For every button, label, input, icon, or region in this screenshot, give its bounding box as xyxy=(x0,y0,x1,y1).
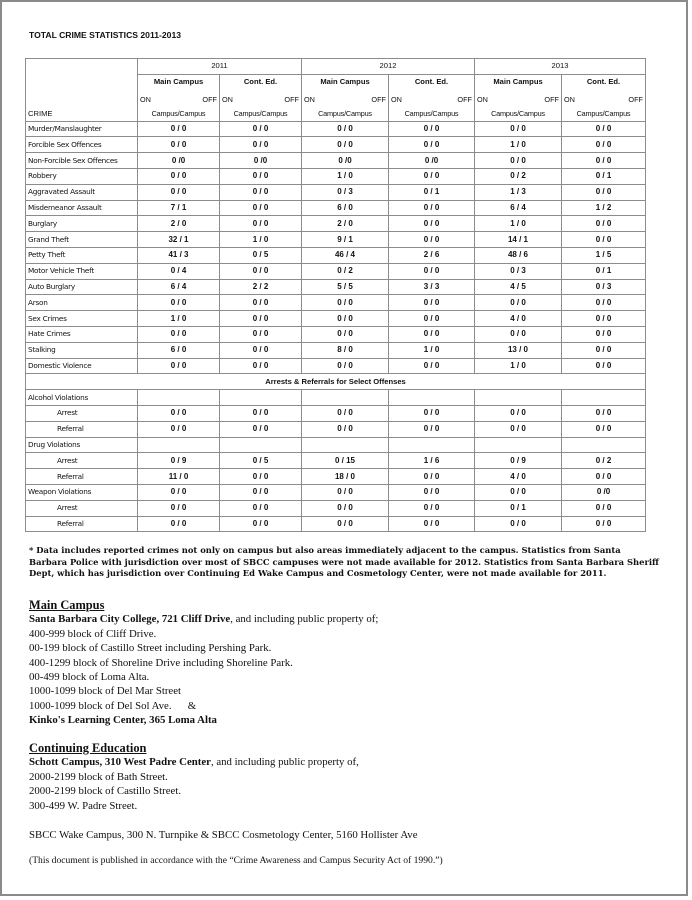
value-cell: 0 / 0 xyxy=(389,484,475,500)
value-cell: 0 / 0 xyxy=(562,153,646,169)
wake-campus-line: SBCC Wake Campus, 300 N. Turnpike & SBCC Cosmetology Center, 5160 Hollister Ave xyxy=(29,829,418,841)
on-label: ON xyxy=(304,94,315,104)
on-label: ON xyxy=(222,94,233,104)
value-cell: 0 / 0 xyxy=(562,405,646,421)
value-cell: 0 / 5 xyxy=(220,247,302,263)
value-cell: 0 / 0 xyxy=(220,516,302,532)
value-cell: 41 / 3 xyxy=(138,247,220,263)
crime-name-cell: Referral xyxy=(26,516,138,532)
value-cell: 0 / 0 xyxy=(138,295,220,311)
value-cell: 0 / 2 xyxy=(302,263,389,279)
value-cell: 0 / 0 xyxy=(475,516,562,532)
value-cell: 0 / 0 xyxy=(562,311,646,327)
crime-name-cell: Burglary xyxy=(26,216,138,232)
continuing-ed-property-list xyxy=(29,770,669,813)
crime-name-cell: Hate Crimes xyxy=(26,326,138,342)
value-cell: 0 / 0 xyxy=(562,216,646,232)
crime-name-cell: Arrest xyxy=(26,453,138,469)
value-cell: 46 / 4 xyxy=(302,247,389,263)
value-cell: 0 / 0 xyxy=(220,137,302,153)
on-off-header-cell xyxy=(220,90,302,122)
main-campus-header-2011: Main Campus xyxy=(138,74,220,89)
value-cell: 0 / 0 xyxy=(220,184,302,200)
on-off-header-cell xyxy=(138,90,220,122)
value-cell: 1 / 0 xyxy=(302,168,389,184)
value-cell: 0 / 0 xyxy=(562,342,646,358)
value-cell: 0 / 2 xyxy=(475,168,562,184)
value-cell: 0 /0 xyxy=(220,153,302,169)
off-label: OFF xyxy=(371,94,386,104)
value-cell: 0 / 0 xyxy=(302,405,389,421)
crime-row xyxy=(26,295,646,311)
value-cell: 0 / 0 xyxy=(220,121,302,137)
campus-campus-label: Campus/Campus xyxy=(491,108,545,118)
value-cell: 0 /0 xyxy=(389,153,475,169)
value-cell: 0 / 0 xyxy=(220,295,302,311)
value-cell: 0 / 0 xyxy=(138,168,220,184)
value-cell: 6 / 4 xyxy=(475,200,562,216)
header-blank-cell xyxy=(26,74,138,89)
value-cell: 0 / 3 xyxy=(475,263,562,279)
property-line: 1000-1099 block of Del Sol Ave. & xyxy=(29,699,197,712)
on-off-header-cell xyxy=(302,90,389,122)
crime-name-cell: Referral xyxy=(26,421,138,437)
on-label: ON xyxy=(564,94,575,104)
value-cell: 0 / 0 xyxy=(475,121,562,137)
property-line: 300-499 W. Padre Street. xyxy=(29,799,138,812)
value-cell: 0 / 5 xyxy=(220,453,302,469)
year-2012-header: 2012 xyxy=(302,59,475,75)
value-cell: 1 / 0 xyxy=(138,311,220,327)
value-cell: 2 / 0 xyxy=(302,216,389,232)
value-cell: 3 / 3 xyxy=(389,279,475,295)
value-cell: 0 / 0 xyxy=(220,358,302,374)
publication-notice: (This document is published in accordance with the “Crime Awareness and Campus Security Act of 1990.”) xyxy=(29,855,443,866)
value-cell: 0 / 0 xyxy=(138,516,220,532)
value-cell: 18 / 0 xyxy=(302,469,389,485)
property-line: 400-999 block of Cliff Drive. xyxy=(29,627,157,640)
value-cell: 0 / 0 xyxy=(302,358,389,374)
value-cell: 0 / 0 xyxy=(220,311,302,327)
value-cell: 1 / 0 xyxy=(475,358,562,374)
on-off-header-row xyxy=(26,90,646,122)
value-cell: 0 / 0 xyxy=(389,516,475,532)
main-campus-property-list xyxy=(29,627,669,713)
main-campus-address: Santa Barbara City College, 721 Cliff Drive xyxy=(29,613,231,626)
crime-row xyxy=(26,200,646,216)
arrest-subrow xyxy=(26,469,646,485)
value-cell: 0 / 9 xyxy=(475,453,562,469)
value-cell xyxy=(389,437,475,453)
crime-name-cell: Alcohol Violations xyxy=(26,390,138,406)
value-cell: 11 / 0 xyxy=(138,469,220,485)
kinkos-learning-center: Kinko's Learning Center, 365 Loma Alta xyxy=(29,714,217,727)
campus-campus-label: Campus/Campus xyxy=(576,108,631,118)
crime-name-cell: Arrest xyxy=(26,500,138,516)
main-campus-intro-rest: , and including public property of; xyxy=(230,613,379,626)
campus-campus-label: Campus/Campus xyxy=(233,108,288,118)
value-cell: 1 / 2 xyxy=(562,200,646,216)
on-off-header-cell xyxy=(389,90,475,122)
crime-name-cell: Arson xyxy=(26,295,138,311)
value-cell: 1 / 0 xyxy=(475,137,562,153)
value-cell: 0 / 4 xyxy=(138,263,220,279)
value-cell: 0 / 0 xyxy=(389,405,475,421)
crime-name-cell: Misdemeanor Assault xyxy=(26,200,138,216)
value-cell: 0 / 0 xyxy=(220,342,302,358)
crime-name-cell: Forcible Sex Offences xyxy=(26,137,138,153)
value-cell: 0 / 0 xyxy=(302,121,389,137)
on-label: ON xyxy=(391,94,402,104)
value-cell: 0 / 0 xyxy=(389,295,475,311)
value-cell xyxy=(138,437,220,453)
value-cell: 0 / 0 xyxy=(302,311,389,327)
off-label: OFF xyxy=(628,94,643,104)
value-cell: 0 / 0 xyxy=(220,326,302,342)
crime-name-cell: Robbery xyxy=(26,168,138,184)
crime-name-cell: Weapon Violations xyxy=(26,484,138,500)
arrests-section-header: Arrests & Referrals for Select Offenses xyxy=(26,374,646,390)
crime-name-cell: Murder/Manslaughter xyxy=(26,121,138,137)
crime-row xyxy=(26,121,646,137)
value-cell: 0 / 1 xyxy=(562,168,646,184)
arrest-subrow xyxy=(26,421,646,437)
on-label: ON xyxy=(477,94,488,104)
value-cell: 0 / 0 xyxy=(562,421,646,437)
value-cell: 9 / 1 xyxy=(302,232,389,248)
value-cell: 0 / 0 xyxy=(389,121,475,137)
schott-campus-intro-rest: , and including public property of, xyxy=(210,756,359,769)
value-cell: 0 / 0 xyxy=(562,184,646,200)
value-cell: 0 / 0 xyxy=(389,469,475,485)
value-cell: 0 /0 xyxy=(562,484,646,500)
value-cell: 0 / 0 xyxy=(562,232,646,248)
value-cell: 0 / 0 xyxy=(302,500,389,516)
value-cell: 0 / 0 xyxy=(389,263,475,279)
crime-name-cell: Auto Burglary xyxy=(26,279,138,295)
crime-name-cell: Domestic Violence xyxy=(26,358,138,374)
crime-row xyxy=(26,279,646,295)
value-cell: 0 / 0 xyxy=(138,500,220,516)
continuing-education-heading: Continuing Education xyxy=(29,741,147,755)
value-cell: 0 / 1 xyxy=(562,263,646,279)
crime-name-cell: Aggravated Assault xyxy=(26,184,138,200)
value-cell xyxy=(302,437,389,453)
on-label: ON xyxy=(140,94,151,104)
off-label: OFF xyxy=(202,94,217,104)
value-cell: 0 / 0 xyxy=(138,421,220,437)
crime-name-cell: Drug Violations xyxy=(26,437,138,453)
crime-name-cell: Sex Crimes xyxy=(26,311,138,327)
value-cell: 1 / 3 xyxy=(475,184,562,200)
value-cell: 0 / 0 xyxy=(475,326,562,342)
value-cell: 0 / 0 xyxy=(389,358,475,374)
value-cell: 1 / 6 xyxy=(389,453,475,469)
schott-campus-address: Schott Campus, 310 West Padre Center xyxy=(29,756,211,769)
arrest-subrow xyxy=(26,516,646,532)
value-cell: 0 / 0 xyxy=(302,516,389,532)
value-cell: 4 / 5 xyxy=(475,279,562,295)
arrests-section-row xyxy=(26,374,646,390)
value-cell: 0 / 0 xyxy=(389,311,475,327)
on-off-header-cell xyxy=(475,90,562,122)
value-cell: 0 / 0 xyxy=(220,168,302,184)
crime-name-cell: Motor Vehicle Theft xyxy=(26,263,138,279)
value-cell: 0 / 0 xyxy=(562,137,646,153)
main-campus-header-2013: Main Campus xyxy=(475,74,562,89)
value-cell: 0 / 0 xyxy=(389,500,475,516)
arrest-category-row xyxy=(26,484,646,500)
value-cell: 0 / 3 xyxy=(562,279,646,295)
property-line: 1000-1099 block of Del Mar Street xyxy=(29,685,182,698)
main-campus-heading: Main Campus xyxy=(29,598,105,612)
main-campus-header-2012: Main Campus xyxy=(302,74,389,89)
value-cell: 0 / 0 xyxy=(220,216,302,232)
arrest-category-row xyxy=(26,390,646,406)
value-cell xyxy=(475,390,562,406)
off-label: OFF xyxy=(284,94,299,104)
cont-ed-header-2012: Cont. Ed. xyxy=(389,74,475,89)
value-cell: 0 / 0 xyxy=(302,137,389,153)
data-footnote: * Data includes reported crimes not only on campus but also areas immediately adjacent to the campus. Statistics from Santa Barbara Police with jurisdiction over most of SBCC campuses were not made available for 2012. Statistics from Santa Barbara Sheriff Dept, which has jurisdiction over Continuing Ed Wake Campus and Cosmetology Center, were not made available for 2011. xyxy=(29,545,659,578)
value-cell: 0 / 0 xyxy=(302,295,389,311)
value-cell: 0 / 0 xyxy=(389,137,475,153)
value-cell: 0 / 0 xyxy=(475,484,562,500)
crime-row xyxy=(26,342,646,358)
value-cell: 0 / 0 xyxy=(220,263,302,279)
value-cell: 0 / 0 xyxy=(220,200,302,216)
value-cell: 0 / 0 xyxy=(220,405,302,421)
value-cell: 6 / 0 xyxy=(302,200,389,216)
value-cell xyxy=(302,390,389,406)
header-blank-cell xyxy=(26,59,138,75)
value-cell: 0 / 0 xyxy=(562,326,646,342)
crime-row xyxy=(26,326,646,342)
value-cell: 0 / 0 xyxy=(389,216,475,232)
crime-name-cell: Non-Forcible Sex Offences xyxy=(26,153,138,169)
value-cell xyxy=(220,437,302,453)
document-title: TOTAL CRIME STATISTICS 2011-2013 xyxy=(29,30,182,40)
arrest-subrow xyxy=(26,453,646,469)
crime-row xyxy=(26,263,646,279)
value-cell: 2 / 6 xyxy=(389,247,475,263)
value-cell: 13 / 0 xyxy=(475,342,562,358)
value-cell: 0 / 1 xyxy=(389,184,475,200)
value-cell: 1 / 5 xyxy=(562,247,646,263)
crime-row xyxy=(26,168,646,184)
value-cell: 6 / 4 xyxy=(138,279,220,295)
value-cell: 14 / 1 xyxy=(475,232,562,248)
crime-row xyxy=(26,184,646,200)
value-cell: 0 /0 xyxy=(138,153,220,169)
property-line: 2000-2199 block of Bath Street. xyxy=(29,770,168,783)
value-cell: 0 / 0 xyxy=(389,200,475,216)
value-cell: 32 / 1 xyxy=(138,232,220,248)
value-cell: 0 / 0 xyxy=(475,421,562,437)
crime-name-cell: Referral xyxy=(26,469,138,485)
crime-statistics-table xyxy=(25,58,646,532)
value-cell: 0 / 0 xyxy=(389,232,475,248)
value-cell: 6 / 0 xyxy=(138,342,220,358)
value-cell: 0 / 0 xyxy=(389,421,475,437)
value-cell: 0 / 0 xyxy=(302,421,389,437)
campus-campus-label: Campus/Campus xyxy=(404,108,459,118)
value-cell: 0 / 0 xyxy=(302,326,389,342)
value-cell: 2 / 2 xyxy=(220,279,302,295)
value-cell: 0 / 0 xyxy=(475,295,562,311)
value-cell: 1 / 0 xyxy=(389,342,475,358)
value-cell: 0 /0 xyxy=(302,153,389,169)
value-cell: 0 / 0 xyxy=(138,326,220,342)
value-cell: 0 / 1 xyxy=(475,500,562,516)
crime-row xyxy=(26,137,646,153)
value-cell xyxy=(562,390,646,406)
value-cell: 0 / 0 xyxy=(220,469,302,485)
value-cell: 0 / 0 xyxy=(562,358,646,374)
crime-row xyxy=(26,153,646,169)
value-cell: 0 / 0 xyxy=(220,484,302,500)
value-cell: 0 / 3 xyxy=(302,184,389,200)
value-cell: 48 / 6 xyxy=(475,247,562,263)
campus-campus-label: Campus/Campus xyxy=(151,108,206,118)
value-cell: 0 / 0 xyxy=(389,326,475,342)
crime-name-cell: Stalking xyxy=(26,342,138,358)
value-cell xyxy=(389,390,475,406)
property-line: 400-1299 block of Shoreline Drive including Shoreline Park. xyxy=(29,656,293,669)
crime-row xyxy=(26,311,646,327)
value-cell: 0 / 0 xyxy=(220,421,302,437)
value-cell: 1 / 0 xyxy=(475,216,562,232)
main-campus-section xyxy=(29,598,669,728)
property-line: 00-199 block of Castillo Street including Pershing Park. xyxy=(29,642,272,655)
property-line: 2000-2199 block of Castillo Street. xyxy=(29,785,182,798)
value-cell xyxy=(475,437,562,453)
crime-name-cell: Petty Theft xyxy=(26,247,138,263)
continuing-education-section xyxy=(29,741,669,813)
value-cell: 5 / 5 xyxy=(302,279,389,295)
value-cell: 0 / 15 xyxy=(302,453,389,469)
campus-header-row xyxy=(26,74,646,89)
property-line: 00-499 block of Loma Alta. xyxy=(29,671,150,684)
value-cell: 0 / 0 xyxy=(138,184,220,200)
value-cell: 0 / 0 xyxy=(138,484,220,500)
crime-row xyxy=(26,216,646,232)
value-cell: 0 / 0 xyxy=(562,295,646,311)
off-label: OFF xyxy=(457,94,472,104)
value-cell: 8 / 0 xyxy=(302,342,389,358)
crime-name-cell: Grand Theft xyxy=(26,232,138,248)
value-cell: 4 / 0 xyxy=(475,311,562,327)
on-off-header-cell xyxy=(562,90,646,122)
value-cell: 4 / 0 xyxy=(475,469,562,485)
value-cell: 0 / 2 xyxy=(562,453,646,469)
value-cell: 0 / 0 xyxy=(389,168,475,184)
value-cell: 0 / 9 xyxy=(138,453,220,469)
value-cell: 0 / 0 xyxy=(138,137,220,153)
value-cell: 0 / 0 xyxy=(138,358,220,374)
value-cell xyxy=(138,390,220,406)
value-cell xyxy=(562,437,646,453)
value-cell: 0 / 0 xyxy=(220,500,302,516)
value-cell: 2 / 0 xyxy=(138,216,220,232)
crime-name-cell: Arrest xyxy=(26,405,138,421)
year-header-row xyxy=(26,59,646,75)
crime-rows xyxy=(26,121,646,532)
off-label: OFF xyxy=(544,94,559,104)
cont-ed-header-2013: Cont. Ed. xyxy=(562,74,646,89)
schott-campus-intro xyxy=(29,755,669,769)
value-cell: 0 / 0 xyxy=(562,516,646,532)
campus-campus-label: Campus/Campus xyxy=(318,108,372,118)
year-2011-header: 2011 xyxy=(138,59,302,75)
value-cell: 0 / 0 xyxy=(562,121,646,137)
arrest-subrow xyxy=(26,500,646,516)
crime-row xyxy=(26,247,646,263)
value-cell: 0 / 0 xyxy=(138,121,220,137)
value-cell: 0 / 0 xyxy=(475,405,562,421)
crime-column-header: CRIME xyxy=(26,90,138,122)
value-cell: 0 / 0 xyxy=(562,500,646,516)
arrest-category-row xyxy=(26,437,646,453)
crime-row xyxy=(26,232,646,248)
value-cell: 0 / 0 xyxy=(302,484,389,500)
year-2013-header: 2013 xyxy=(475,59,646,75)
value-cell xyxy=(220,390,302,406)
value-cell: 0 / 0 xyxy=(475,153,562,169)
arrest-subrow xyxy=(26,405,646,421)
value-cell: 1 / 0 xyxy=(220,232,302,248)
cont-ed-header-2011: Cont. Ed. xyxy=(220,74,302,89)
crime-row xyxy=(26,358,646,374)
main-campus-intro xyxy=(29,612,669,626)
value-cell: 0 / 0 xyxy=(562,469,646,485)
value-cell: 7 / 1 xyxy=(138,200,220,216)
value-cell: 0 / 0 xyxy=(138,405,220,421)
